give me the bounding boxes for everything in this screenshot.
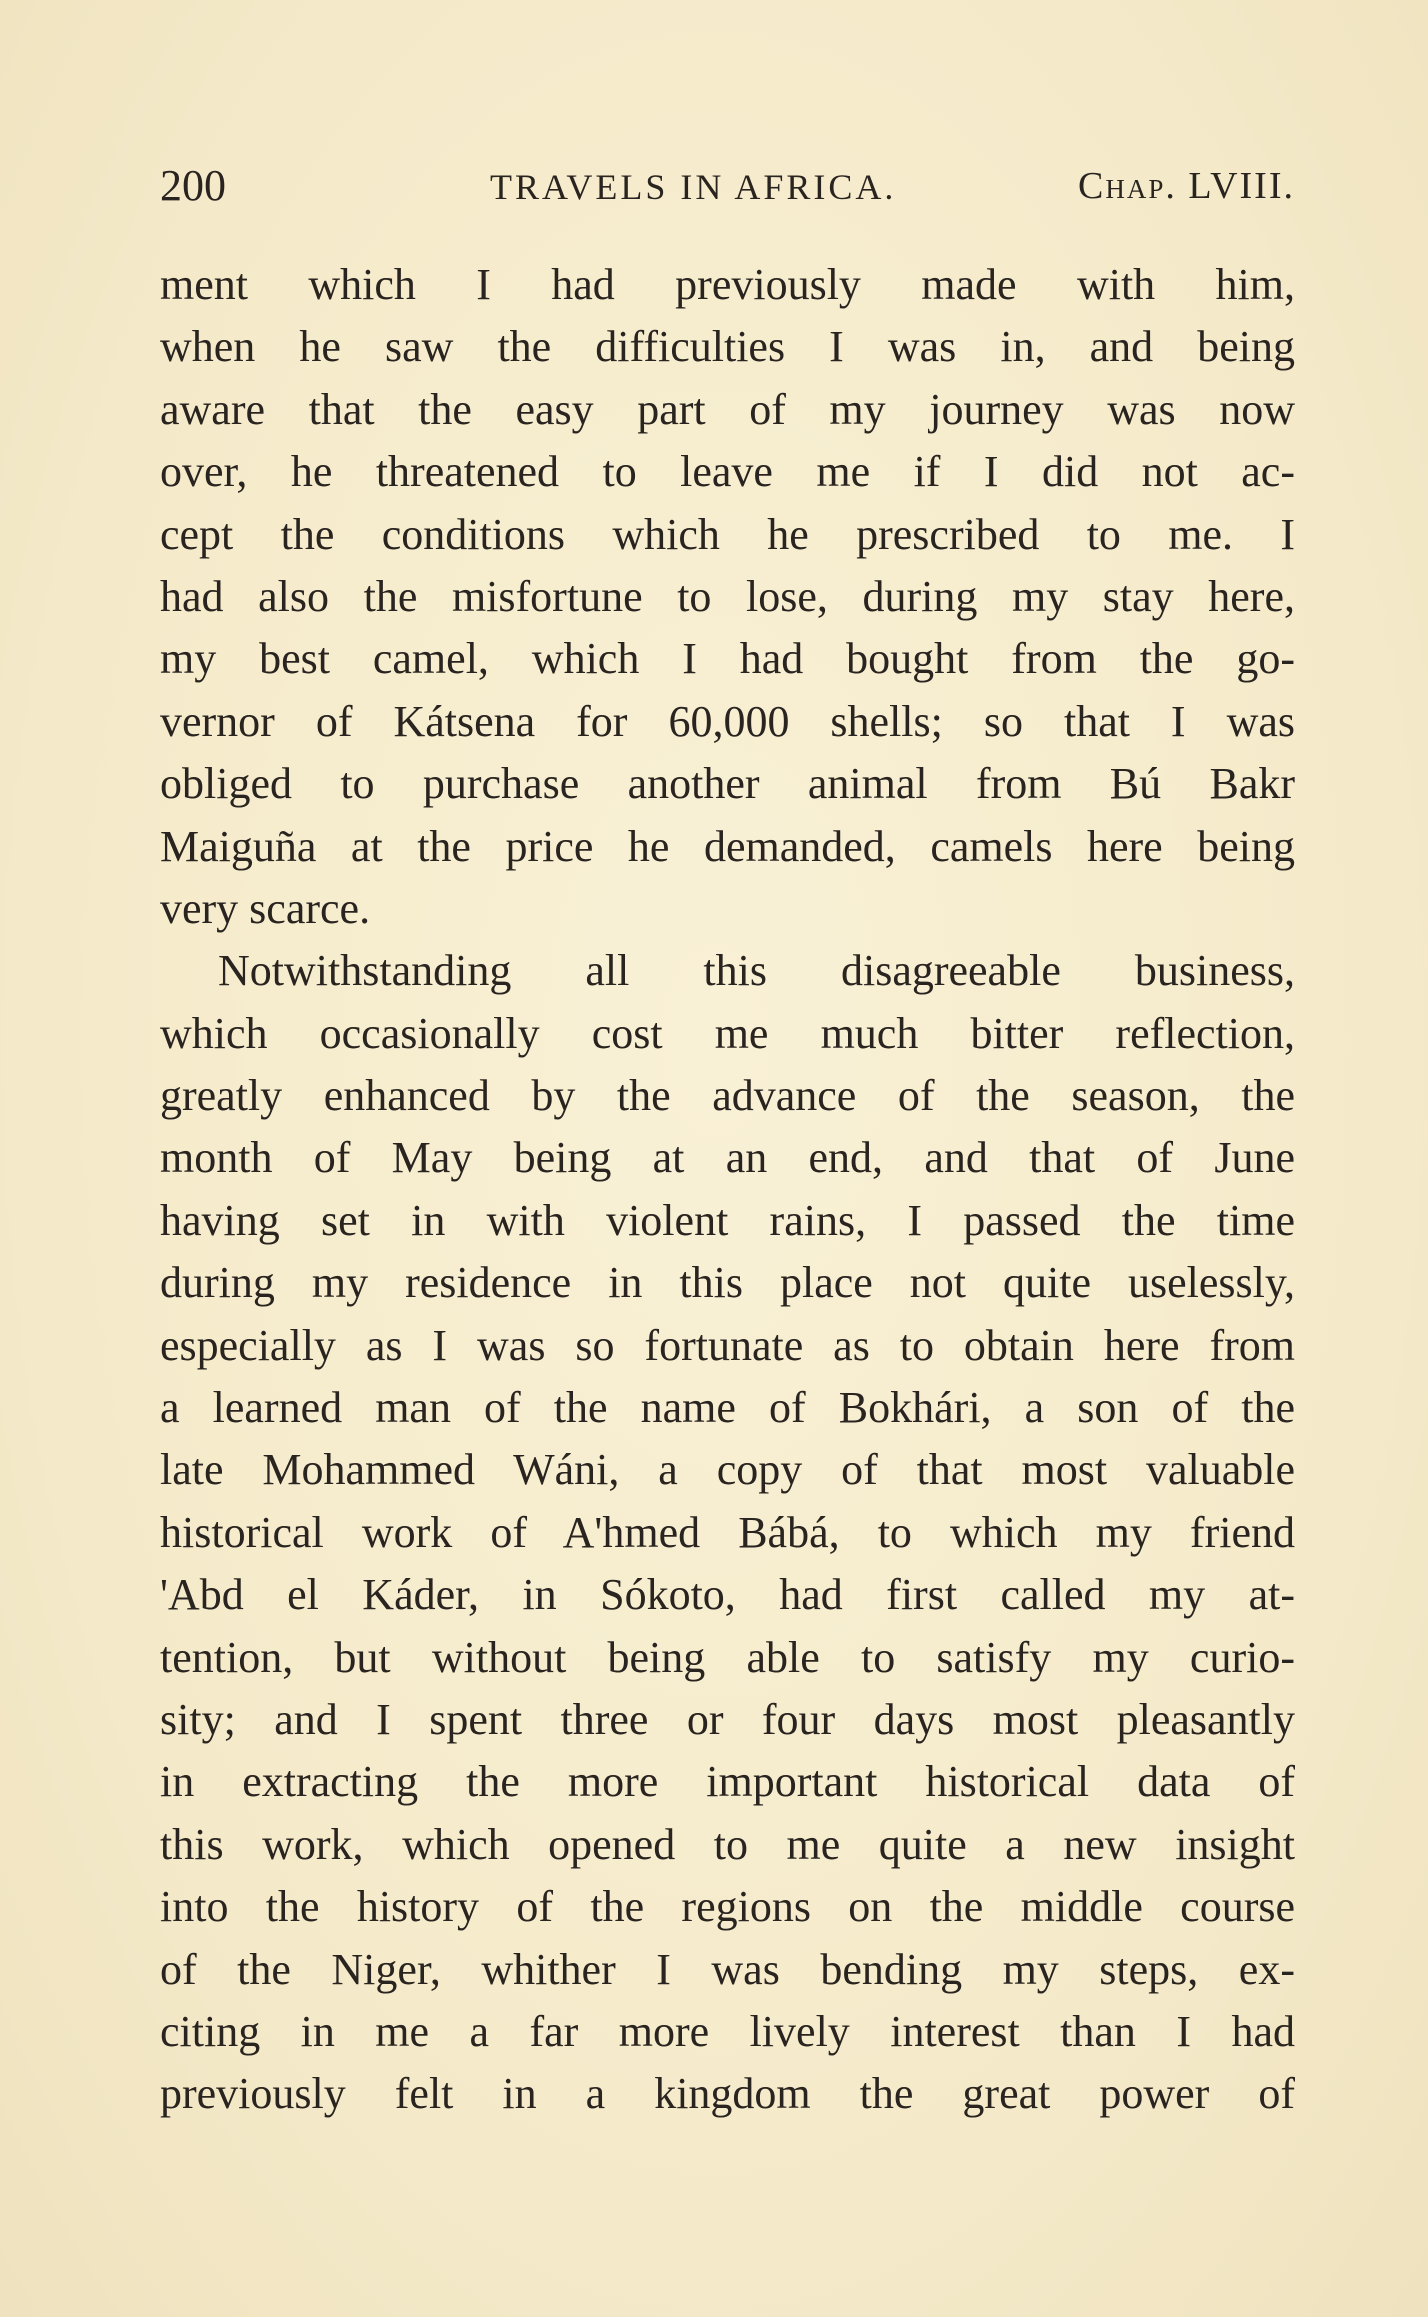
text-line: Notwithstanding all this disagreeable business,	[218, 946, 1295, 996]
page-number: 200	[160, 161, 226, 210]
text-line: aware that the easy part of my journey was now	[160, 384, 1295, 434]
text-line: citing in me a far more lively interest than I had	[160, 2006, 1295, 2056]
text-line: late Mohammed Wáni, a copy of that most valuable	[160, 1445, 1295, 1495]
text-line: which occasionally cost me much bitter reflection,	[160, 1008, 1295, 1058]
text-line: 'Abd el Káder, in Sókoto, had first called my at-	[160, 1570, 1295, 1620]
text-line: during my residence in this place not quite uselessly,	[160, 1258, 1295, 1308]
text-line: historical work of A'hmed Bábá, to which my friend	[160, 1507, 1295, 1557]
text-line: sity; and I spent three or four days most pleasantly	[160, 1694, 1295, 1744]
text-line: very scarce.	[160, 883, 371, 933]
text-line: especially as I was so fortunate as to obtain here from	[160, 1320, 1295, 1370]
text-line: cept the conditions which he prescribed to me. I	[160, 509, 1295, 559]
chapter-label: Chap. LVIII.	[1078, 165, 1295, 207]
text-line: having set in with violent rains, I passed the time	[160, 1195, 1295, 1245]
text-line: month of May being at an end, and that of June	[160, 1133, 1295, 1183]
text-line: this work, which opened to me quite a new insight	[160, 1819, 1295, 1869]
body-text	[160, 254, 1295, 2126]
text-line: had also the misfortune to lose, during my stay here,	[160, 571, 1295, 621]
text-line: greatly enhanced by the advance of the season, the	[160, 1071, 1295, 1121]
text-line: when he saw the difficulties I was in, and being	[160, 322, 1295, 372]
text-line: tention, but without being able to satisfy my curio-	[160, 1632, 1295, 1682]
running-title: TRAVELS IN AFRICA.	[490, 167, 897, 207]
text-line: ment which I had previously made with him,	[160, 260, 1295, 309]
running-header	[160, 160, 1295, 220]
text-line: previously felt in a kingdom the great power of	[160, 2069, 1295, 2119]
text-line: Maiguña at the price he demanded, camels here being	[160, 821, 1295, 871]
text-line: into the history of the regions on the middle course	[160, 1882, 1295, 1932]
text-line: over, he threatened to leave me if I did not ac-	[160, 447, 1295, 497]
text-line: obliged to purchase another animal from Bú Bakr	[160, 759, 1295, 809]
text-line: of the Niger, whither I was bending my steps, ex-	[160, 1944, 1295, 1994]
text-line: my best camel, which I had bought from the go-	[160, 634, 1295, 684]
text-line: in extracting the more important historical data of	[160, 1757, 1295, 1807]
text-line: a learned man of the name of Bokhári, a son of the	[160, 1383, 1295, 1433]
text-line: vernor of Kátsena for 60,000 shells; so that I was	[160, 696, 1295, 746]
